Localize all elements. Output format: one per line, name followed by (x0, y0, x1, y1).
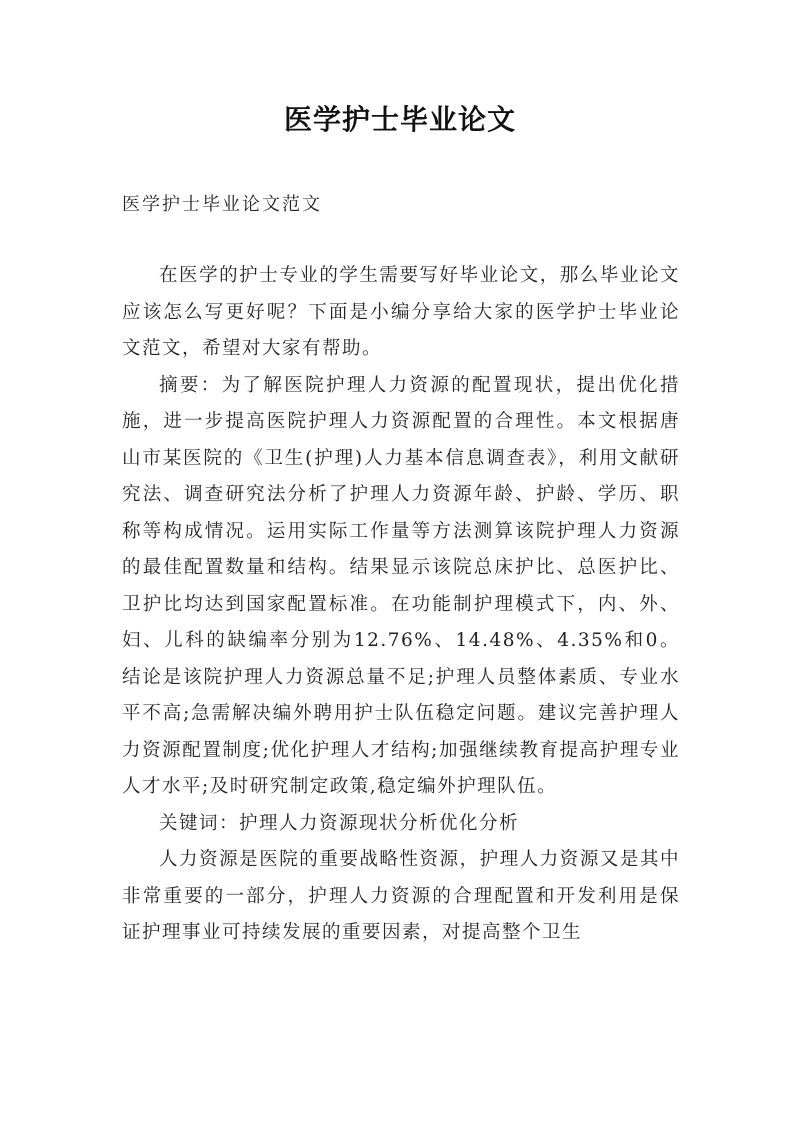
body-paragraph: 人力资源是医院的重要战略性资源，护理人力资源又是其中非常重要的一部分，护理人力资源的合理配置和开发利用是保证护理事业可持续发展的重要因素，对提高整个卫生 (122, 849, 680, 943)
document-title: 医学护士毕业论文 (283, 103, 516, 136)
keywords-paragraph: 关键词：护理人力资源现状分析优化分析 (159, 812, 520, 834)
intro-paragraph: 在医学的护士专业的学生需要写好毕业论文，那么毕业论文应该怎么写更好呢？下面是小编分享给大家的医学护士毕业论文范文，希望对大家有帮助。 (122, 265, 680, 359)
document-subtitle: 医学护士毕业论文范文 (122, 194, 322, 215)
document-body (122, 258, 680, 952)
abstract-paragraph: 摘要：为了解医院护理人力资源的配置现状，提出优化措施，进一步提高医院护理人力资源配置的合理性。本文根据唐山市某医院的《卫生(护理)人力基本信息调查表》，利用文献研究法、调查研究法分析了护理人力资源年龄、护龄、学历、职称等构成情况。运用实际工作量等方法测算该院护理人力资源的最佳配置数量和结构。结果显示该院总床护比、总医护比、卫护比均达到国家配置标准。在功能制护理模式下，内、外、妇、儿科的缺编率分别为12.76%、14.48%、4.35%和0。结论是该院护理人力资源总量不足;护理人员整体素质、专业水平不高;急需解决编外聘用护士队伍稳定问题。建议完善护理人力资源配置制度;优化护理人才结构;加强继续教育提高护理专业人才水平;及时研究制定政策,稳定编外护理队伍。 (122, 374, 680, 797)
